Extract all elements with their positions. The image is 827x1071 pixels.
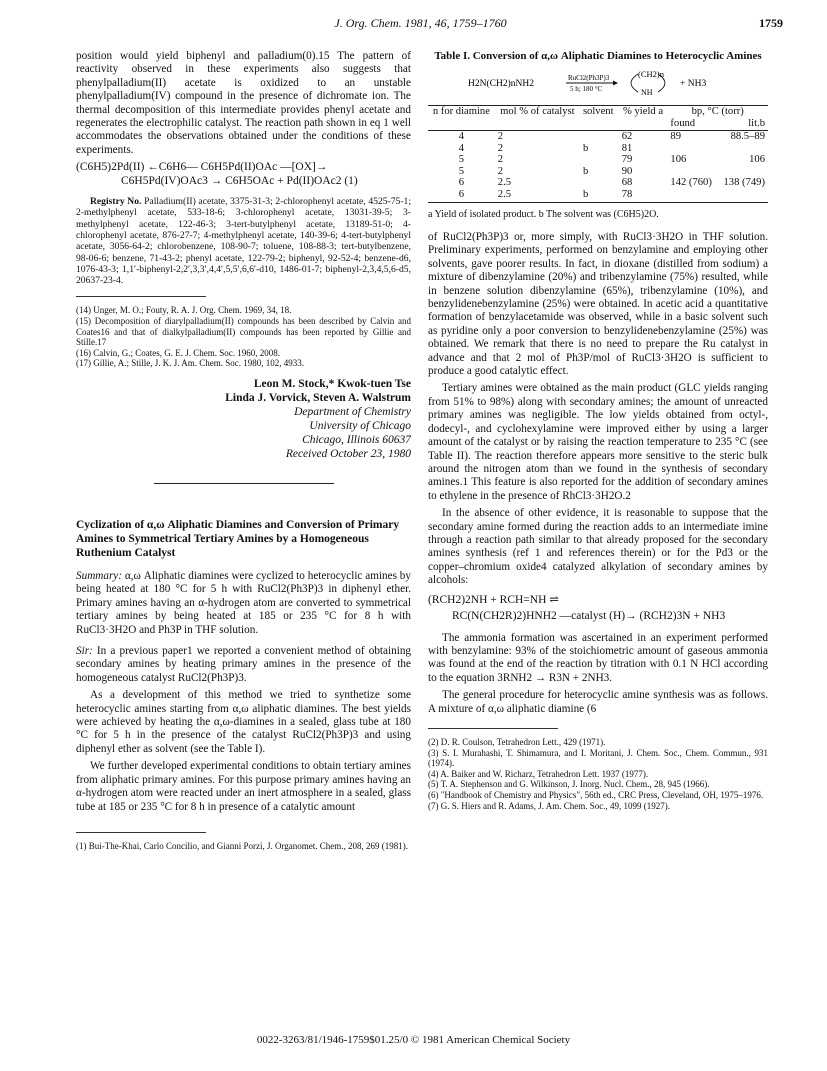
table-row	[428, 166, 768, 178]
table-row	[428, 154, 768, 166]
paragraph: As a development of this method we tried to synthetize some heterocyclic amines starting from α,ω aliphatic diamines. The best yields were achieved by heating the α,ω-diamines in a sealed, glass tube at 180 °C for 5 h in the presence of the catalyst RuCl2(Ph3P)3 and using diphenyl ether as solvent (see the Table I).	[76, 689, 411, 755]
ring-chain: (CH2)n	[638, 69, 664, 79]
cell: 106	[670, 154, 687, 165]
journal-citation: J. Org. Chem. 1981, 46, 1759–1760	[334, 16, 507, 30]
right-column	[428, 50, 768, 811]
affiliation-line: Chicago, Illinois 60637	[302, 434, 411, 446]
col-header: found	[667, 118, 717, 131]
summary-text: α,ω Aliphatic diamines were cyclized to heterocyclic amines by being heated at 180 °C for 5 h with RuCl2(Ph3P)3 in diphenyl ether. Primary amines having an α-hydrogen atom are converted to symmetrical tertiary amines by being heated at 185 or 235 °C for 8 h with RuCl3·3H2O and Ph3P in THF solution.	[76, 570, 411, 636]
summary	[76, 570, 411, 637]
page-footer: 0022-3263/81/1946-1759$01.25/0 © 1981 American Chemical Society	[256, 1034, 571, 1046]
footnote: (1) Bui-The-Khai, Carlo Concilio, and Gianni Porzi, J. Organomet. Chem., 208, 269 (1981).	[76, 840, 409, 851]
cell: 2.5	[497, 177, 512, 188]
cell	[580, 154, 619, 166]
scheme-arrowhead	[613, 81, 618, 86]
cell: 89	[670, 131, 681, 142]
running-header	[58, 16, 783, 34]
cell: 2	[497, 142, 504, 154]
page-number: 1759	[759, 16, 783, 30]
cell: 4	[458, 142, 465, 154]
cell: 5	[458, 165, 465, 177]
footnote: (7) G. S. Hiers and R. Adams, J. Am. Chem. Soc., 49, 1099 (1927).	[428, 800, 670, 811]
footnote: (17) Gillie, A.; Stille, J. K. J. Am. Chem. Soc. 1980, 102, 4933.	[76, 358, 305, 369]
scheme-product: + NH3	[680, 79, 707, 89]
paragraph: In the absence of other evidence, it is reasonable to suppose that the secondary amine formed during the reaction adds to an intermediate imine through a reaction path similar to that already proposed for the secondary amines synthesis (ref 1 and references therein) or for the Pd3 or the copper–chromium oxide4 catalyzed alkylation of secondary amines by alcohols:	[428, 507, 768, 587]
footnote: (3) S. I. Murahashi, T. Shimamura, and I. Moritani, J. Chem. Soc., Chem. Commun., 931 (1974).	[428, 747, 768, 769]
cell: 2	[497, 165, 504, 177]
cell: 6	[458, 177, 465, 188]
cell: 2	[497, 131, 504, 142]
cell: 81	[621, 142, 633, 154]
table-title: Table I. Conversion of α,ω Aliphatic Diamines to Heterocyclic Amines	[434, 50, 762, 62]
author-names: Linda J. Vorvick, Steven A. Walstrum	[225, 392, 411, 404]
footnote: (2) D. R. Coulson, Tetrahedron Lett., 429 (1971).	[428, 737, 606, 747]
cell	[718, 143, 768, 155]
paragraph: position would yield biphenyl and palladium(0).15 The pattern of reactivity observed in these experiments also suggests that phenylpalladium(II) acetate is oxidized to an unstable phenylpalladium(IV) compound in the presence of dichromate ion. The thermal decomposition of this intermediate provides phenyl acetate and regenerates the electrophilic catalyst. The reaction path shown in eq 1 well accommodates the observations obtained under the conditions of these experiments.	[76, 50, 411, 156]
registry-numbers	[76, 196, 411, 286]
sir-label: Sir:	[76, 645, 93, 658]
col-header: % yield a	[619, 106, 668, 119]
cell: 138 (749)	[723, 177, 765, 188]
paragraph	[76, 645, 411, 685]
summary-label: Summary:	[76, 570, 122, 582]
cell: 88.5–89	[730, 131, 765, 142]
table-footnote: a Yield of isolated product. b The solvent was (C6H5)2O.	[428, 209, 659, 220]
registry-text: Palladium(II) acetate, 3375-31-3; 2-chlorophenyl acetate, 4525-75-1; 2-methylphenyl acetate, 533-18-6; 3-chlorophenyl acetate, 13031-39-5; 3-methylphenyl acetate, 122-46-3; 3-tert-butylphenyl acetate, 13189-51-0; 4-chlorophenyl acetate, 876-27-7; 4-methylphenyl acetate, 140-39-6; 4-tert-butylphenyl acetate, 3056-64-2; chlorobenzene, 108-90-7; toluene, 108-88-3; tert-butylbenzene, 98-06-6; benzene, 71-43-2; phenyl acetate, 122-79-2; biphenyl, 92-52-4; benzene-d6, 1076-43-3; 1,1′-biphenyl-2,2′,3,3′,4,4′,5,5′,6,6′-d10, 1486-01-7; biphenyl-2,3,4,5,6-d5, 20637-23-4.	[76, 196, 411, 287]
author-names: Leon M. Stock,* Kwok-tuen Tse	[253, 378, 411, 390]
equation-2	[428, 592, 768, 624]
ring-left-arc	[631, 74, 638, 92]
paragraph: The general procedure for heterocyclic amine synthesis was as follows. A mixture of α,ω aliphatic diamine (6	[428, 689, 768, 715]
ring-nh: NH	[641, 88, 653, 97]
scheme-reactant: H2N(CH2)nNH2	[468, 79, 534, 89]
footnote: (16) Calvin, G.; Coates, G. E. J. Chem. Soc. 1960, 2008.	[76, 347, 280, 358]
cell: b	[582, 165, 589, 177]
article-divider	[154, 483, 334, 484]
scheme-arrow-top: RuCl2(Ph3P)3	[568, 74, 610, 82]
footnote-divider	[76, 296, 206, 297]
cell	[667, 189, 717, 203]
reaction-scheme	[428, 69, 768, 95]
cell	[580, 131, 619, 143]
col-header: lit.b	[718, 118, 768, 131]
cell: b	[582, 142, 589, 154]
cell: 6	[428, 189, 495, 203]
footnote: (5) T. A. Stephenson and G. Wilkinson, J. Inorg. Nucl. Chem., 28, 945 (1966).	[428, 779, 710, 790]
cell: 2.5	[495, 189, 580, 203]
equation-line: C6H5Pd(IV)OAc3 → C6H5OAc + Pd(II)OAc2 (1)	[121, 174, 358, 187]
col-header: n for diamine	[428, 106, 495, 119]
footnote: (14) Unger, M. O.; Fouty, R. A. J. Org. Chem. 1969, 34, 18.	[76, 305, 292, 316]
equation-line: (C6H5)2Pd(II) ←C6H6— C6H5Pd(II)OAc —[OX]→	[76, 161, 328, 174]
paragraph: We further developed experimental conditions to obtain tertiary amines from aliphatic primary amines. For this purpose primary amines having an α-hydrogen atom were reacted under an inert atmosphere in a sealed, glass tube at 185 or 235 °C for 8 h in presence of a catalytic amount	[76, 760, 411, 813]
paragraph: The ammonia formation was ascertained in an experiment performed with benzylamine: 93% of the stoichiometric amount of gaseous ammonia was found at the end of the reaction by titration with 0.1 N HCl according to the equation 3RNH2 → R3N + 2NH3.	[428, 631, 768, 684]
cell	[580, 177, 619, 189]
table-row	[428, 143, 768, 155]
cell: 68	[621, 177, 633, 188]
paragraph: Tertiary amines were obtained as the main product (GLC yields ranging from 51% to 98%) along with secondary amines; the amount of unreacted primary amines was negligible. The low yields obtained from octyl-, dodecyl-, and cyclohexylamine were improved either by using a larger amount of the catalyst or by raising the reaction temperature to 235 °C (see Table II). The reaction therefore appears more sensitive to the steric bulk around the nitrogen atom than we found in the synthesis of secondary amines.1 This feature is also reported for the addition of secondary amines to ethylene in the presence of RhCl3·3H2O.2	[428, 382, 768, 502]
cell: 106	[749, 154, 765, 165]
cell	[718, 166, 768, 178]
article-title: Cyclization of α,ω Aliphatic Diamines and Conversion of Primary Amines to Symmetrical Tertiary Amines by a Homogeneous Ruthenium Catalyst	[76, 519, 400, 559]
scheme-arrow-bottom: 5 h; 180 °C	[570, 85, 603, 93]
table-row	[428, 189, 768, 203]
table-row	[428, 131, 768, 143]
cell: 62	[621, 131, 633, 142]
footnotes	[428, 737, 768, 811]
sir-text: In a previous paper1 we reported a convenient method of obtaining secondary amines by heating primary amines in the presence of the homogeneous catalyst RuCl2(Ph3P)3.	[76, 645, 412, 684]
footnote-divider	[76, 832, 206, 833]
table-row	[428, 177, 768, 189]
cell: 78	[619, 189, 668, 203]
paragraph: of RuCl2(Ph3P)3 or, more simply, with RuCl3·3H2O in THF solution. Preliminary experiments, performed on benzylamine and employing other solvents, gave poorer results. In fact, in dioxane (distilled from sodium) a mixture of dibenzylamine (20%) and tribenzylamine (75%) resulted, while in benzene solution dibenzylamine (65%), tribenzylamine (10%), and benzylidenebenzylamine (25%) were obtained. In acetic acid a quantitative formation of benzylacetamide was observed, while in a basic solvent such as pyridine only a poor conversion to benzylidenebenzylamine (25%) was obtained. We remark that there is no need to prepare the Ru catalyst in advance and that 2 mol of Ph3P/mol of RuCl3·3H2O is sufficient to produce a good catalytic effect.	[428, 231, 768, 378]
affiliation-line: Department of Chemistry	[294, 406, 411, 418]
registry-label: Registry No.	[90, 196, 142, 208]
footnote: (4) A. Baiker and W. Richarz, Tetrahedron Lett. 1937 (1977).	[428, 768, 649, 779]
col-header: solvent	[580, 106, 619, 119]
cell: 79	[621, 154, 633, 165]
col-header: bp, °C (torr)	[667, 106, 768, 119]
equation-line: RC(N(CH2R)2)HNH2 —catalyst (H)→ (RCH2)3N + NH3	[452, 609, 726, 622]
equation-line: (RCH2)2NH + RCH=NH ⇌	[428, 593, 559, 606]
footnotes	[76, 305, 411, 369]
reaction-scheme-graphic	[428, 69, 768, 97]
cell: 5	[458, 154, 465, 165]
left-column	[76, 50, 411, 852]
received-date: Received October 23, 1980	[285, 448, 411, 460]
cell: 142 (760)	[670, 177, 712, 188]
cell: b	[580, 189, 619, 203]
cell: 4	[458, 131, 465, 142]
cell	[718, 189, 768, 203]
cell: 2	[497, 154, 504, 165]
cell: 90	[621, 165, 633, 177]
col-header: mol % of catalyst	[495, 106, 580, 119]
equation-1	[76, 161, 411, 188]
affiliation-line: University of Chicago	[309, 420, 411, 432]
footnote: (15) Decomposition of diarylpalladium(II) compounds has been described by Calvin and Coates16 and that of dialkylpalladium(II) compounds has been reported by Gillie and Stille.17	[76, 316, 411, 348]
author-block	[76, 377, 411, 461]
cell	[667, 166, 717, 178]
footnote: (6) "Handbook of Chemistry and Physics", 56th ed., CRC Press, Cleveland, OH, 1975–1976.	[428, 789, 764, 800]
footnote-divider	[428, 728, 558, 729]
data-table	[428, 105, 768, 203]
cell	[667, 143, 717, 155]
